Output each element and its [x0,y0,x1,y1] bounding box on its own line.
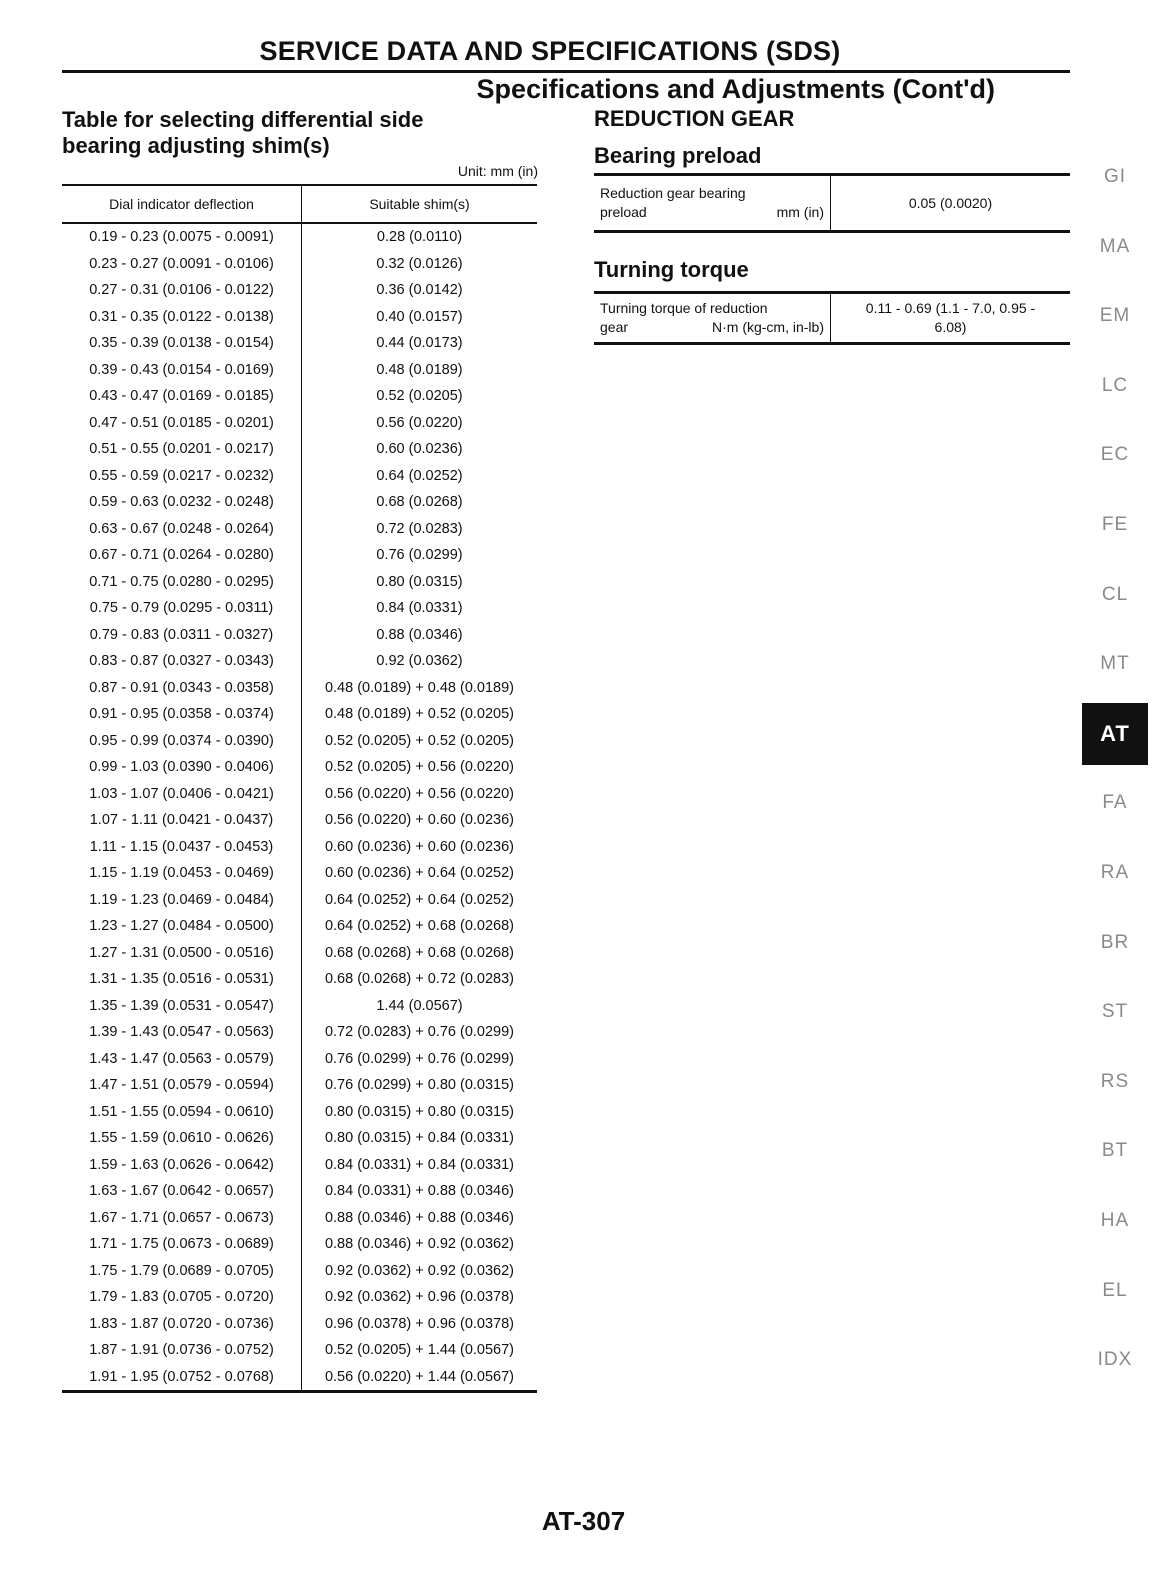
table-row [62,648,537,675]
table-row [62,675,537,702]
shim-cell: 0.92 (0.0362) [376,653,463,670]
table-row [62,542,537,569]
section-tab-el: EL [1102,1279,1128,1301]
deflection-cell: 1.23 - 1.27 (0.0484 - 0.0500) [62,913,302,940]
shim-cell: 0.52 (0.0205) [376,388,463,405]
shim-cell: 0.88 (0.0346) + 0.88 (0.0346) [324,1209,515,1226]
deflection-cell: 1.67 - 1.71 (0.0657 - 0.0673) [62,1205,302,1232]
shim-cell: 0.48 (0.0189) + 0.48 (0.0189) [324,679,515,696]
shim-selection-table [62,184,537,1393]
table-row [62,701,537,728]
shim-cell: 0.60 (0.0236) + 0.60 (0.0236) [324,838,515,855]
section-tab-idx: IDX [1097,1349,1133,1371]
table-header-row [62,185,537,223]
shim-table-heading [62,107,502,159]
table-row [62,1046,537,1073]
section-tab-rs: RS [1100,1070,1130,1092]
turning-torque-value-line1: 0.11 - 0.69 (1.1 - 7.0, 0.95 - [865,300,1036,316]
shim-cell: 0.52 (0.0205) + 0.52 (0.0205) [324,732,515,749]
deflection-cell: 0.63 - 0.67 (0.0248 - 0.0264) [62,516,302,543]
bearing-preload-value: 0.05 (0.0020) [908,194,993,211]
section-tab-ra: RA [1100,861,1130,883]
deflection-cell: 1.71 - 1.75 (0.0673 - 0.0689) [62,1231,302,1258]
shim-cell: 1.44 (0.0567) [376,997,463,1014]
table-row [62,304,537,331]
turning-torque-table [594,291,1070,345]
bearing-preload-table [594,173,1070,233]
table-row [62,781,537,808]
turning-torque-label-line1: Turning torque of reduction [600,300,768,316]
deflection-cell: 0.91 - 0.95 (0.0358 - 0.0374) [62,701,302,728]
table-row [62,834,537,861]
shim-cell: 0.64 (0.0252) + 0.64 (0.0252) [324,891,515,908]
table-row [62,1178,537,1205]
column-header-deflection: Dial indicator deflection [62,185,302,223]
shim-cell: 0.88 (0.0346) [376,626,463,643]
table-row [62,1099,537,1126]
deflection-cell: 1.63 - 1.67 (0.0642 - 0.0657) [62,1178,302,1205]
shim-cell: 0.68 (0.0268) + 0.68 (0.0268) [324,944,515,961]
shim-cell: 0.68 (0.0268) [376,494,463,511]
deflection-cell: 0.23 - 0.27 (0.0091 - 0.0106) [62,251,302,278]
shim-cell: 0.76 (0.0299) + 0.80 (0.0315) [324,1077,515,1094]
table-row [62,1205,537,1232]
shim-cell: 0.44 (0.0173) [376,335,463,352]
deflection-cell: 1.27 - 1.31 (0.0500 - 0.0516) [62,940,302,967]
deflection-cell: 1.35 - 1.39 (0.0531 - 0.0547) [62,993,302,1020]
deflection-cell: 1.39 - 1.43 (0.0547 - 0.0563) [62,1019,302,1046]
table-row [62,887,537,914]
deflection-cell: 0.55 - 0.59 (0.0217 - 0.0232) [62,463,302,490]
shim-cell: 0.80 (0.0315) + 0.84 (0.0331) [324,1130,515,1147]
deflection-cell: 0.67 - 0.71 (0.0264 - 0.0280) [62,542,302,569]
unit-note: Unit: mm (in) [457,163,538,179]
section-tab-ec: EC [1100,444,1130,466]
deflection-cell: 1.07 - 1.11 (0.0421 - 0.0437) [62,807,302,834]
table-row [62,1284,537,1311]
shim-cell: 0.60 (0.0236) + 0.64 (0.0252) [324,865,515,882]
deflection-cell: 1.75 - 1.79 (0.0689 - 0.0705) [62,1258,302,1285]
table-row [62,277,537,304]
shim-cell: 0.52 (0.0205) + 0.56 (0.0220) [324,759,515,776]
table-row [62,410,537,437]
shim-cell: 0.48 (0.0189) [376,361,463,378]
table-row [62,1364,537,1392]
table-row [62,1072,537,1099]
page-subtitle: Specifications and Adjustments (Cont'd) [476,74,995,104]
deflection-cell: 0.43 - 0.47 (0.0169 - 0.0185) [62,383,302,410]
page-title: SERVICE DATA AND SPECIFICATIONS (SDS) [259,36,841,66]
deflection-cell: 1.19 - 1.23 (0.0469 - 0.0484) [62,887,302,914]
table-row [62,913,537,940]
shim-cell: 0.28 (0.0110) [376,229,463,246]
deflection-cell: 1.87 - 1.91 (0.0736 - 0.0752) [62,1337,302,1364]
table-row [62,966,537,993]
table-row [62,436,537,463]
deflection-cell: 1.55 - 1.59 (0.0610 - 0.0626) [62,1125,302,1152]
table-row [62,251,537,278]
reduction-gear-heading: REDUCTION GEAR [594,106,795,131]
shim-cell: 0.56 (0.0220) + 0.60 (0.0236) [324,812,515,829]
deflection-cell: 0.35 - 0.39 (0.0138 - 0.0154) [62,330,302,357]
deflection-cell: 0.83 - 0.87 (0.0327 - 0.0343) [62,648,302,675]
shim-cell: 0.52 (0.0205) + 1.44 (0.0567) [324,1342,515,1359]
deflection-cell: 1.79 - 1.83 (0.0705 - 0.0720) [62,1284,302,1311]
shim-cell: 0.56 (0.0220) + 1.44 (0.0567) [302,1364,538,1392]
section-tab-br: BR [1100,931,1130,953]
table-row [62,383,537,410]
shim-cell: 0.84 (0.0331) + 0.88 (0.0346) [324,1183,515,1200]
deflection-cell: 0.71 - 0.75 (0.0280 - 0.0295) [62,569,302,596]
deflection-cell: 1.91 - 1.95 (0.0752 - 0.0768) [62,1364,302,1392]
table-row [62,860,537,887]
section-tab-at: AT [1082,703,1148,765]
turning-torque-label [594,293,831,344]
bearing-preload-label [594,175,831,232]
bearing-preload-unit: mm (in) [776,204,824,220]
table-row [62,1337,537,1364]
deflection-cell: 0.47 - 0.51 (0.0185 - 0.0201) [62,410,302,437]
section-tab-st: ST [1101,1001,1129,1023]
shim-cell: 0.76 (0.0299) [376,547,463,564]
table-row [62,993,537,1020]
table-row [62,1152,537,1179]
title-divider [62,70,1070,73]
section-tab-ma: MA [1099,235,1131,257]
shim-cell: 0.36 (0.0142) [376,282,463,299]
deflection-cell: 1.59 - 1.63 (0.0626 - 0.0642) [62,1152,302,1179]
section-tab-fe: FE [1101,513,1129,535]
table-row [62,1125,537,1152]
page-number: AT-307 [541,1506,626,1536]
deflection-cell: 1.03 - 1.07 (0.0406 - 0.0421) [62,781,302,808]
deflection-cell: 0.59 - 0.63 (0.0232 - 0.0248) [62,489,302,516]
shim-cell: 0.84 (0.0331) + 0.84 (0.0331) [324,1156,515,1173]
bearing-preload-heading: Bearing preload [594,143,762,168]
shim-cell: 0.84 (0.0331) [376,600,463,617]
shim-cell: 0.48 (0.0189) + 0.52 (0.0205) [324,706,515,723]
table-row [62,754,537,781]
table-row [62,807,537,834]
section-tab-mt: MT [1100,653,1130,675]
shim-cell: 0.72 (0.0283) + 0.76 (0.0299) [324,1024,515,1041]
deflection-cell: 1.15 - 1.19 (0.0453 - 0.0469) [62,860,302,887]
table-row [62,940,537,967]
deflection-cell: 1.11 - 1.15 (0.0437 - 0.0453) [62,834,302,861]
table-row [62,569,537,596]
section-tab-gi: GI [1103,166,1127,187]
shim-cell: 0.72 (0.0283) [376,520,463,537]
shim-cell: 0.92 (0.0362) + 0.92 (0.0362) [324,1262,515,1279]
deflection-cell: 0.75 - 0.79 (0.0295 - 0.0311) [62,595,302,622]
deflection-cell: 0.99 - 1.03 (0.0390 - 0.0406) [62,754,302,781]
shim-table-heading-line2: bearing adjusting shim(s) [62,133,330,158]
turning-torque-value [831,293,1071,344]
shim-table-body [62,223,537,1392]
deflection-cell: 0.95 - 0.99 (0.0374 - 0.0390) [62,728,302,755]
shim-cell: 0.96 (0.0378) + 0.96 (0.0378) [324,1315,515,1332]
shim-cell: 0.76 (0.0299) + 0.76 (0.0299) [324,1050,515,1067]
shim-cell: 0.56 (0.0220) [376,414,463,431]
section-tab-cl: CL [1101,583,1129,605]
table-row [62,728,537,755]
table-row [62,1019,537,1046]
table-row [62,595,537,622]
deflection-cell: 0.27 - 0.31 (0.0106 - 0.0122) [62,277,302,304]
table-row [594,293,1070,344]
deflection-cell: 0.51 - 0.55 (0.0201 - 0.0217) [62,436,302,463]
deflection-cell: 0.79 - 0.83 (0.0311 - 0.0327) [62,622,302,649]
table-row [62,622,537,649]
section-tab-lc: LC [1101,374,1129,396]
shim-cell: 0.88 (0.0346) + 0.92 (0.0362) [324,1236,515,1253]
turning-torque-value-line2: 6.08) [934,319,967,335]
table-row [62,223,537,251]
section-tab-fa: FA [1102,792,1128,814]
table-row [62,1231,537,1258]
shim-cell: 0.92 (0.0362) + 0.96 (0.0378) [324,1289,515,1306]
shim-cell: 0.64 (0.0252) + 0.68 (0.0268) [324,918,515,935]
table-row [62,1311,537,1338]
shim-cell: 0.64 (0.0252) [376,467,463,484]
section-tab-ha: HA [1100,1209,1130,1231]
shim-cell: 0.32 (0.0126) [376,255,463,272]
column-header-shim: Suitable shim(s) [302,185,538,223]
table-row [62,357,537,384]
table-row [62,463,537,490]
shim-cell: 0.68 (0.0268) + 0.72 (0.0283) [324,971,515,988]
shim-cell: 0.40 (0.0157) [376,308,463,325]
shim-cell: 0.56 (0.0220) + 0.56 (0.0220) [324,785,515,802]
deflection-cell: 1.83 - 1.87 (0.0720 - 0.0736) [62,1311,302,1338]
shim-table-heading-line1: Table for selecting differential side [62,107,424,132]
table-row [62,330,537,357]
bearing-preload-label-line1: Reduction gear bearing [600,185,746,201]
turning-torque-heading: Turning torque [594,257,749,282]
deflection-cell: 1.31 - 1.35 (0.0516 - 0.0531) [62,966,302,993]
deflection-cell: 1.47 - 1.51 (0.0579 - 0.0594) [62,1072,302,1099]
table-row [62,1258,537,1285]
section-tab-em: EM [1099,305,1131,327]
section-index-tabs [1082,146,1148,1399]
deflection-cell: 0.39 - 0.43 (0.0154 - 0.0169) [62,357,302,384]
shim-cell: 0.80 (0.0315) [376,573,463,590]
shim-cell: 0.60 (0.0236) [376,441,463,458]
table-row [62,489,537,516]
turning-torque-label-line2: gear [600,319,629,335]
shim-cell: 0.80 (0.0315) + 0.80 (0.0315) [324,1103,515,1120]
section-tab-bt: BT [1101,1140,1129,1162]
deflection-cell: 0.19 - 0.23 (0.0075 - 0.0091) [62,223,302,251]
deflection-cell: 0.87 - 0.91 (0.0343 - 0.0358) [62,675,302,702]
deflection-cell: 0.31 - 0.35 (0.0122 - 0.0138) [62,304,302,331]
deflection-cell: 1.43 - 1.47 (0.0563 - 0.0579) [62,1046,302,1073]
turning-torque-unit: N·m (kg-cm, in-lb) [712,319,824,335]
table-row [594,175,1070,232]
bearing-preload-label-line2: preload [600,204,647,220]
deflection-cell: 1.51 - 1.55 (0.0594 - 0.0610) [62,1099,302,1126]
table-row [62,516,537,543]
